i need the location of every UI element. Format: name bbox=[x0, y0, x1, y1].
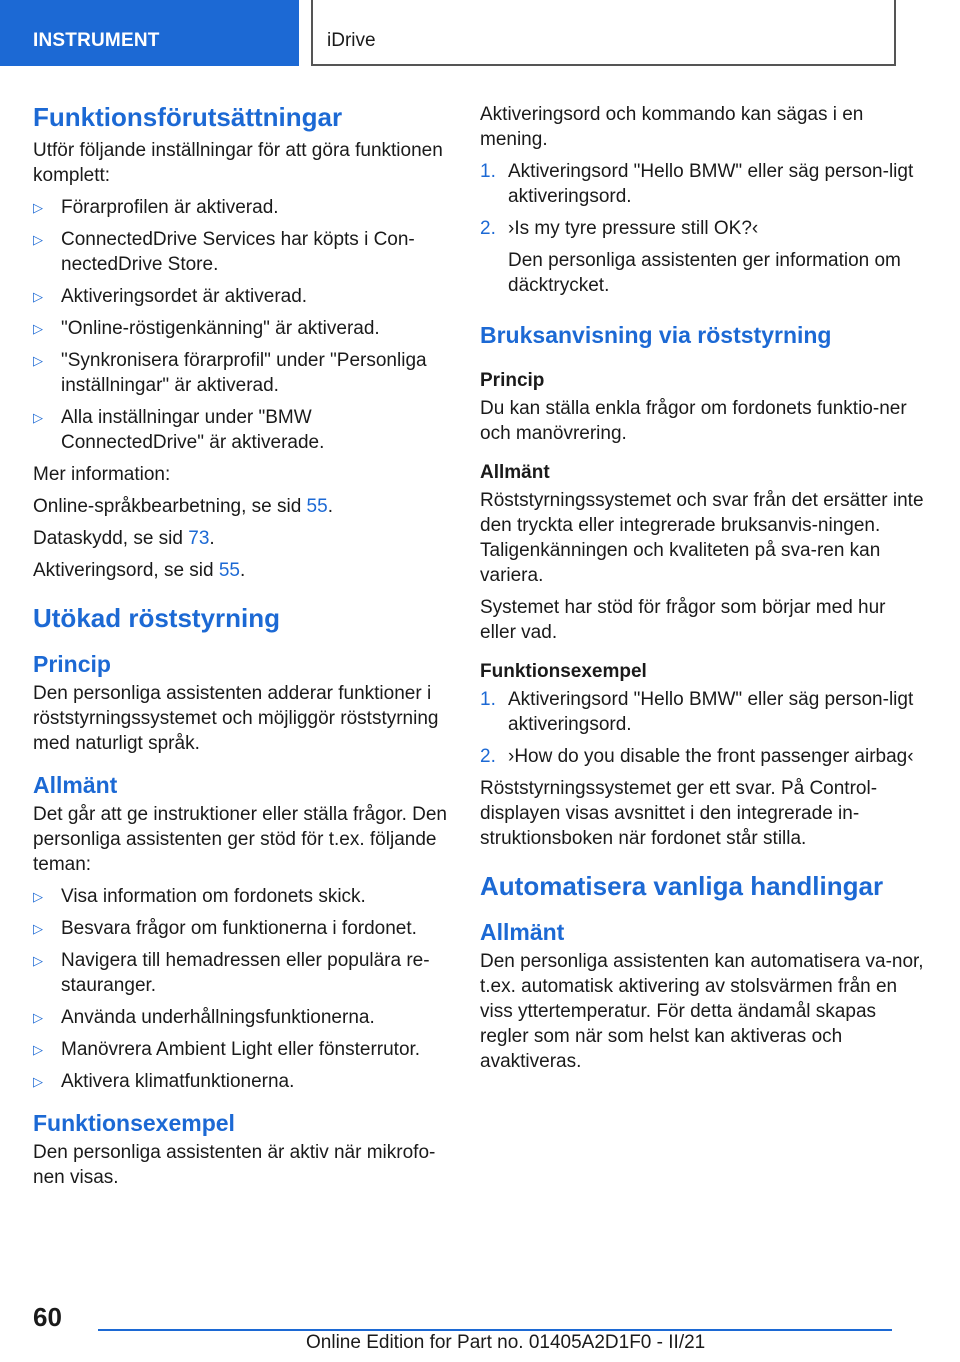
triangle-bullet-icon: ▷ bbox=[33, 321, 43, 336]
requirements-list bbox=[33, 195, 451, 455]
footer-edition: Online Edition for Part no. 01405A2D1F0 - II/21 bbox=[306, 1332, 706, 1353]
page-link[interactable]: 73 bbox=[188, 528, 210, 549]
footer-divider bbox=[98, 1329, 892, 1331]
steps-list-1 bbox=[480, 159, 925, 298]
heading-funktionsexempel: Funktionsexempel bbox=[33, 1110, 235, 1136]
triangle-bullet-icon: ▷ bbox=[33, 289, 43, 304]
header-chapter-title: iDrive bbox=[327, 30, 376, 51]
step-number: 2. bbox=[480, 218, 496, 239]
list-item: ▷ "Synkronisera förarprofil" under "Personliga inställningar" är aktiverad. bbox=[33, 350, 427, 396]
step-number: 1. bbox=[480, 161, 496, 182]
heading-allmant: Allmänt bbox=[33, 772, 118, 798]
triangle-bullet-icon: ▷ bbox=[33, 1042, 43, 1057]
list-item: ▷ Besvara frågor om funktionerna i fordonet. bbox=[33, 918, 417, 939]
allmant-text-2: Systemet har stöd för frågor som börjar med hur eller vad. bbox=[480, 597, 886, 643]
steps-list-2 bbox=[480, 687, 925, 769]
triangle-bullet-icon: ▷ bbox=[33, 410, 43, 425]
result-text: Röststyrningssystemet ger ett svar. På Control-displayen visas avsnittet i den integrerade in-struktionsboken när fordonet står stilla. bbox=[480, 778, 878, 849]
heading-automatisera: Automatisera vanliga handlingar bbox=[480, 871, 884, 901]
list-item: ▷ Alla inställningar under "BMW ConnectedDrive" är aktiverade. bbox=[33, 407, 325, 453]
header-section-title: INSTRUMENT bbox=[33, 30, 160, 51]
triangle-bullet-icon: ▷ bbox=[33, 889, 43, 904]
topics-list bbox=[33, 884, 451, 1094]
reference-dataskydd: Dataskydd, se sid 73. bbox=[33, 528, 215, 549]
exempel-text: Den personliga assistenten är aktiv när mikrofo-nen visas. bbox=[33, 1142, 436, 1188]
page-link[interactable]: 55 bbox=[306, 496, 328, 517]
heading-funktionsforutsattningar: Funktionsförutsättningar bbox=[33, 102, 343, 132]
heading-allmant: Allmänt bbox=[480, 462, 550, 483]
page-link[interactable]: 55 bbox=[218, 560, 240, 581]
list-item: ▷ Använda underhållningsfunktionerna. bbox=[33, 1007, 375, 1028]
list-item: ▷ Manövrera Ambient Light eller fönsterrutor. bbox=[33, 1039, 421, 1060]
reference-aktiveringsord: Aktiveringsord, se sid 55. bbox=[33, 560, 246, 581]
reference-online-sprak: Online-språkbearbetning, se sid 55. bbox=[33, 496, 333, 517]
heading-allmant-2: Allmänt bbox=[480, 919, 565, 945]
list-item: ▷ Aktivera klimatfunktionerna. bbox=[33, 1071, 295, 1092]
allmant-text-1: Röststyrningssystemet och svar från det ersätter inte den tryckta eller integrerade bruksanvis-ningen. Taligenkänningen och kvaliteten på sva-ren kan variera. bbox=[480, 490, 924, 586]
page-number: 60 bbox=[33, 1302, 62, 1332]
header-section-tab bbox=[0, 0, 299, 66]
list-item: 1. Aktiveringsord "Hello BMW" eller säg person-ligt aktiveringsord. bbox=[480, 161, 914, 207]
princip-text: Den personliga assistenten adderar funktioner i röststyrningssystemet och möjliggör röststyrning med naturligt språk. bbox=[33, 683, 439, 754]
heading-funktionsexempel: Funktionsexempel bbox=[480, 661, 647, 682]
princip-text: Du kan ställa enkla frågor om fordonets funktio-ner och manövrering. bbox=[480, 398, 907, 444]
heading-princip: Princip bbox=[33, 651, 111, 677]
header-chapter-box bbox=[311, 0, 896, 66]
left-column bbox=[33, 100, 451, 1197]
list-item: ▷ Visa information om fordonets skick. bbox=[33, 886, 366, 907]
list-item: 2. ›Is my tyre pressure still OK?‹ Den personliga assistenten ger information om däcktrycket. bbox=[480, 216, 925, 298]
triangle-bullet-icon: ▷ bbox=[33, 1010, 43, 1025]
list-item: ▷ "Online-röstigenkänning" är aktiverad. bbox=[33, 318, 380, 339]
triangle-bullet-icon: ▷ bbox=[33, 232, 43, 247]
more-info-label: Mer information: bbox=[33, 464, 171, 485]
list-item: 2. ›How do you disable the front passenger airbag‹ bbox=[480, 746, 914, 767]
automatisera-text: Den personliga assistenten kan automatisera va-nor, t.ex. automatisk aktivering av stolsvärmen från en viss yttertemperatur. För detta ändamål skapas regler som när som helst kan aktiveras och avaktiveras. bbox=[480, 951, 924, 1072]
requirements-intro: Utför följande inställningar för att göra funktionen komplett: bbox=[33, 140, 443, 186]
triangle-bullet-icon: ▷ bbox=[33, 921, 43, 936]
list-item: ▷ Aktiveringsordet är aktiverad. bbox=[33, 286, 308, 307]
list-item: ▷ ConnectedDrive Services har köpts i Con-nectedDrive Store. bbox=[33, 229, 415, 275]
step-number: 2. bbox=[480, 746, 496, 767]
heading-utokad-roststyrning: Utökad röststyrning bbox=[33, 603, 281, 633]
step-number: 1. bbox=[480, 689, 496, 710]
triangle-bullet-icon: ▷ bbox=[33, 953, 43, 968]
list-item: 1. Aktiveringsord "Hello BMW" eller säg person-ligt aktiveringsord. bbox=[480, 689, 914, 735]
triangle-bullet-icon: ▷ bbox=[33, 353, 43, 368]
heading-princip: Princip bbox=[480, 370, 545, 391]
step-result: Den personliga assistenten ger information om däcktrycket. bbox=[508, 250, 901, 296]
triangle-bullet-icon: ▷ bbox=[33, 200, 43, 215]
triangle-bullet-icon: ▷ bbox=[33, 1074, 43, 1089]
list-item: ▷ Förarprofilen är aktiverad. bbox=[33, 197, 279, 218]
allmant-text: Det går att ge instruktioner eller ställa frågor. Den personliga assistenten ger stöd för t.ex. följande teman: bbox=[33, 804, 447, 875]
right-column bbox=[480, 102, 925, 1081]
list-item: ▷ Navigera till hemadressen eller populära re-stauranger. bbox=[33, 950, 430, 996]
heading-bruksanvisning: Bruksanvisning via röststyrning bbox=[480, 322, 832, 348]
command-intro: Aktiveringsord och kommando kan sägas i en mening. bbox=[480, 104, 864, 150]
